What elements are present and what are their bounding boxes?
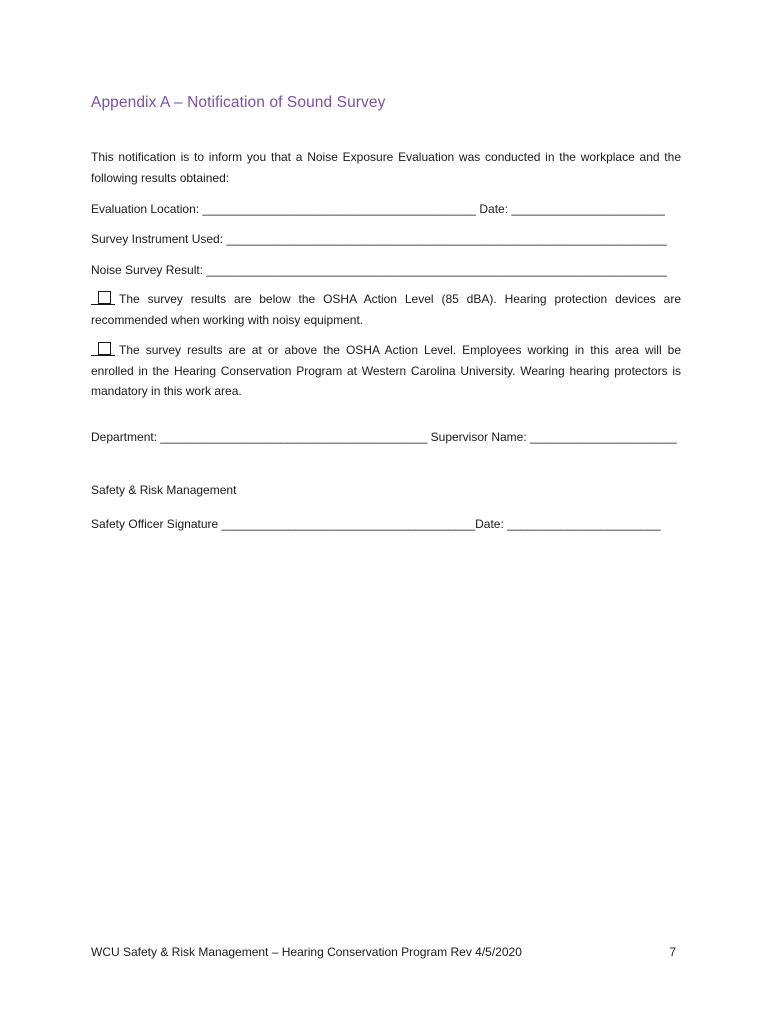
option-above-action-level bbox=[91, 340, 681, 402]
option-below-text: The survey results are below the OSHA Action Level (85 dBA). Hearing protection devices are recommended when working with noisy equipment. bbox=[91, 292, 681, 327]
page-footer bbox=[91, 944, 676, 960]
office-label: Safety & Risk Management bbox=[91, 483, 237, 497]
checkbox-below-action-level[interactable] bbox=[91, 291, 115, 305]
survey-instrument-field[interactable]: Survey Instrument Used: __________________________________________________________________ bbox=[91, 232, 667, 246]
safety-officer-signature-field[interactable]: Safety Officer Signature ______________________________________Date: _______________________ bbox=[91, 517, 661, 531]
checkbox-above-action-level[interactable] bbox=[91, 342, 115, 356]
option-below-action-level bbox=[91, 289, 681, 330]
intro-paragraph: This notification is to inform you that a Noise Exposure Evaluation was conducted in the workplace and the following results obtained: bbox=[91, 150, 681, 185]
department-supervisor-field[interactable]: Department: ________________________________________ Supervisor Name: ______________________ bbox=[91, 430, 677, 444]
option-above-text: The survey results are at or above the OSHA Action Level. Employees working in this area will be enrolled in the Hearing Conservation Program at Western Carolina University. Wearing hearing protectors is mandatory in this work area. bbox=[91, 343, 681, 398]
evaluation-location-field[interactable]: Evaluation Location: _________________________________________ Date: _______________________ bbox=[91, 202, 665, 216]
page-number: 7 bbox=[669, 945, 676, 959]
noise-survey-result-field[interactable]: Noise Survey Result: _____________________________________________________________________ bbox=[91, 263, 667, 277]
page-title: Appendix A – Notification of Sound Survey bbox=[91, 94, 386, 111]
footer-text: WCU Safety & Risk Management – Hearing Conservation Program Rev 4/5/2020 bbox=[91, 945, 522, 959]
